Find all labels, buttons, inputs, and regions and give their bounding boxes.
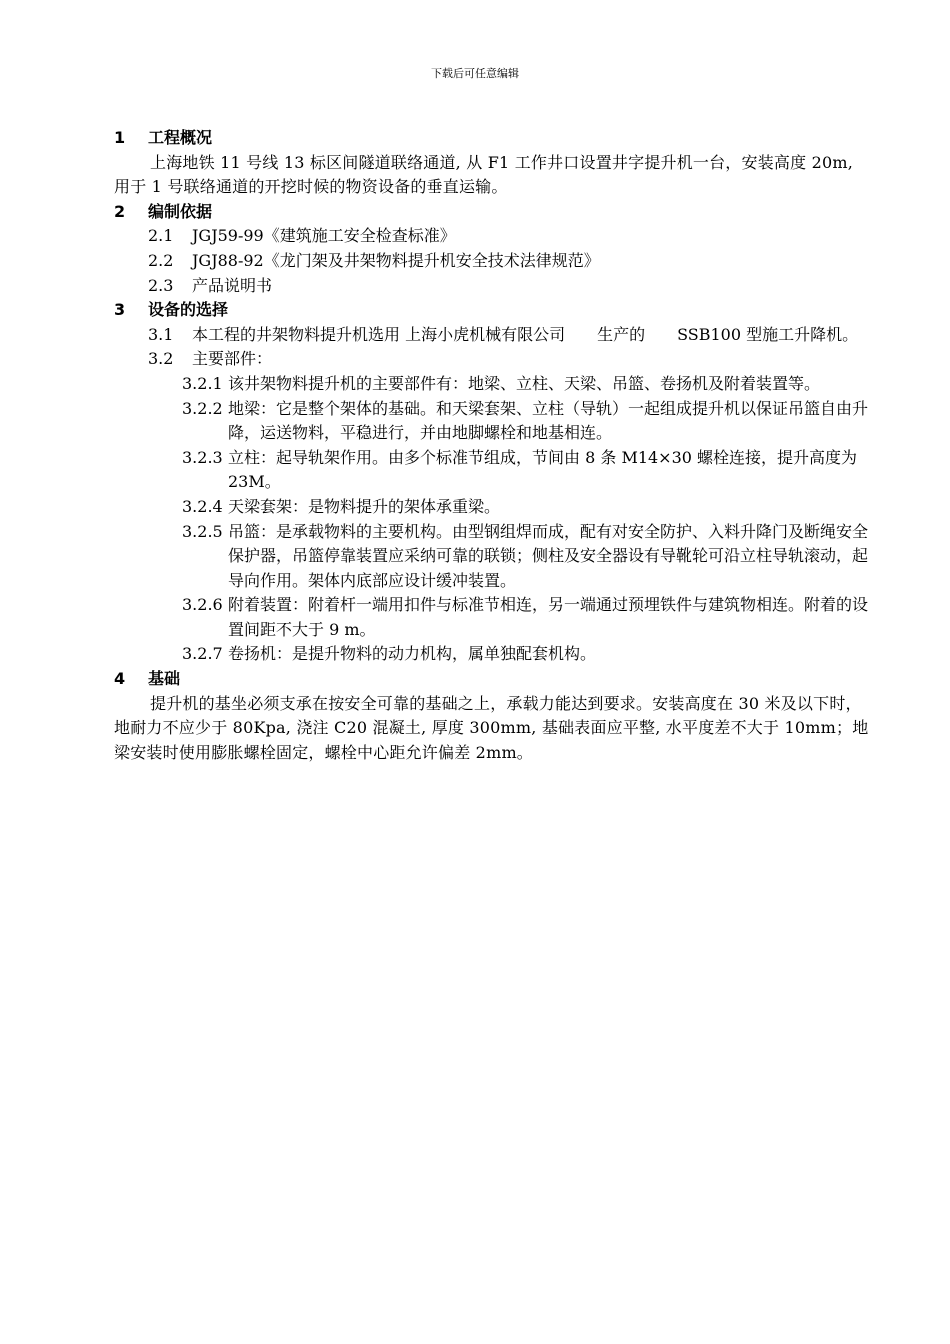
item-number: 3.2: [148, 349, 174, 369]
section-title: 工程概况: [148, 128, 213, 147]
reference-item: [114, 274, 874, 299]
component-item: [114, 372, 874, 397]
item-text: JGJ88-92《龙门架及井架物料提升机安全技术法律规范》: [192, 250, 600, 270]
component-item: [114, 495, 874, 520]
item-number: 3.2.4: [182, 496, 223, 516]
item-text: 本工程的井架物料提升机选用 上海小虎机械有限公司 生产的 SSB100 型施工升降机。: [192, 324, 859, 344]
item-text: 主要部件：: [192, 349, 273, 369]
component-item: [114, 520, 874, 594]
section-title: 基础: [148, 669, 181, 689]
section-title: 编制依据: [148, 201, 213, 221]
item-text: 该井架物料提升机的主要部件有：地梁、立柱、天梁、吊篮、卷扬机及附着装置等。: [228, 373, 821, 393]
item-text: 卷扬机：是提升物料的动力机构，属单独配套机构。: [228, 644, 597, 664]
subsection-item: [114, 347, 874, 372]
item-text: JGJ59-99《建筑施工安全检查标准》: [192, 226, 456, 246]
section-number: 4: [114, 669, 126, 689]
section-number: 2: [114, 201, 126, 221]
item-text: 天梁套架：是物料提升的架体承重梁。: [228, 496, 501, 516]
section-heading-1: [114, 126, 874, 151]
item-text: 产品说明书: [192, 275, 273, 295]
reference-item: [114, 249, 874, 274]
document-body: [114, 126, 874, 765]
reference-item: [114, 224, 874, 249]
item-number: 3.2.2: [182, 398, 223, 418]
item-number: 3.2.6: [182, 595, 223, 615]
section-heading-2: [114, 200, 874, 225]
component-item: [114, 397, 874, 446]
component-item: [114, 642, 874, 667]
item-number: 3.2.7: [182, 644, 223, 664]
item-number: 3.2.5: [182, 521, 223, 541]
item-text: 吊篮：是承载物料的主要机构。由型钢组焊而成，配有对安全防护、入料升降门及断绳安全保护器，吊篮停靠装置应采纳可靠的联锁；侧柱及安全器设有导靴轮可沿立柱导轨滚动，起导向作用。架体内底部应设计缓冲装置。: [228, 521, 869, 590]
section-1-paragraph: 上海地铁 11 号线 13 标区间隧道联络通道, 从 F1 工作井口设置井字提升机一台，安装高度 20m, 用于 1 号联络通道的开挖时候的物资设备的垂直运输。: [114, 152, 853, 197]
item-number: 2.2: [148, 250, 174, 270]
item-number: 3.2.3: [182, 447, 223, 467]
item-text: 地梁：它是整个架体的基础。和天梁套架、立柱（导轨）一起组成提升机以保证吊篮自由升降，运送物料，平稳进行，并由地脚螺栓和地基相连。: [228, 398, 869, 443]
item-number: 3.1: [148, 324, 174, 344]
section-4-paragraph: 提升机的基坐必须支承在按安全可靠的基础之上，承载力能达到要求。安装高度在 30 米及以下时，地耐力不应少于 80Kpa, 浇注 C20 混凝土, 厚度 300mm, 基础表面应平整, 水平度差不大于 10mm；地梁安装时使用膨胀螺栓固定，螺栓中心距允许偏差 2mm。: [114, 693, 869, 762]
section-number: 3: [114, 300, 126, 320]
page-header: 下载后可任意编辑: [431, 67, 519, 80]
item-number: 2.1: [148, 226, 174, 246]
item-number: 2.3: [148, 275, 174, 295]
section-title: 设备的选择: [148, 300, 229, 320]
section-heading-4: [114, 667, 874, 692]
section-heading-3: [114, 298, 874, 323]
item-text: 附着装置：附着杆一端用扣件与标准节相连，另一端通过预埋铁件与建筑物相连。附着的设置间距不大于 9 m。: [228, 595, 869, 639]
item-text: 立柱：起导轨架作用。由多个标准节组成，节间由 8 条 M14×30 螺栓连接，提升高度为 23M。: [228, 447, 874, 492]
component-item: [114, 446, 874, 495]
component-item: [114, 593, 874, 642]
item-number: 3.2.1: [182, 373, 223, 393]
subsection-item: [114, 323, 874, 348]
section-number: 1: [114, 128, 126, 147]
